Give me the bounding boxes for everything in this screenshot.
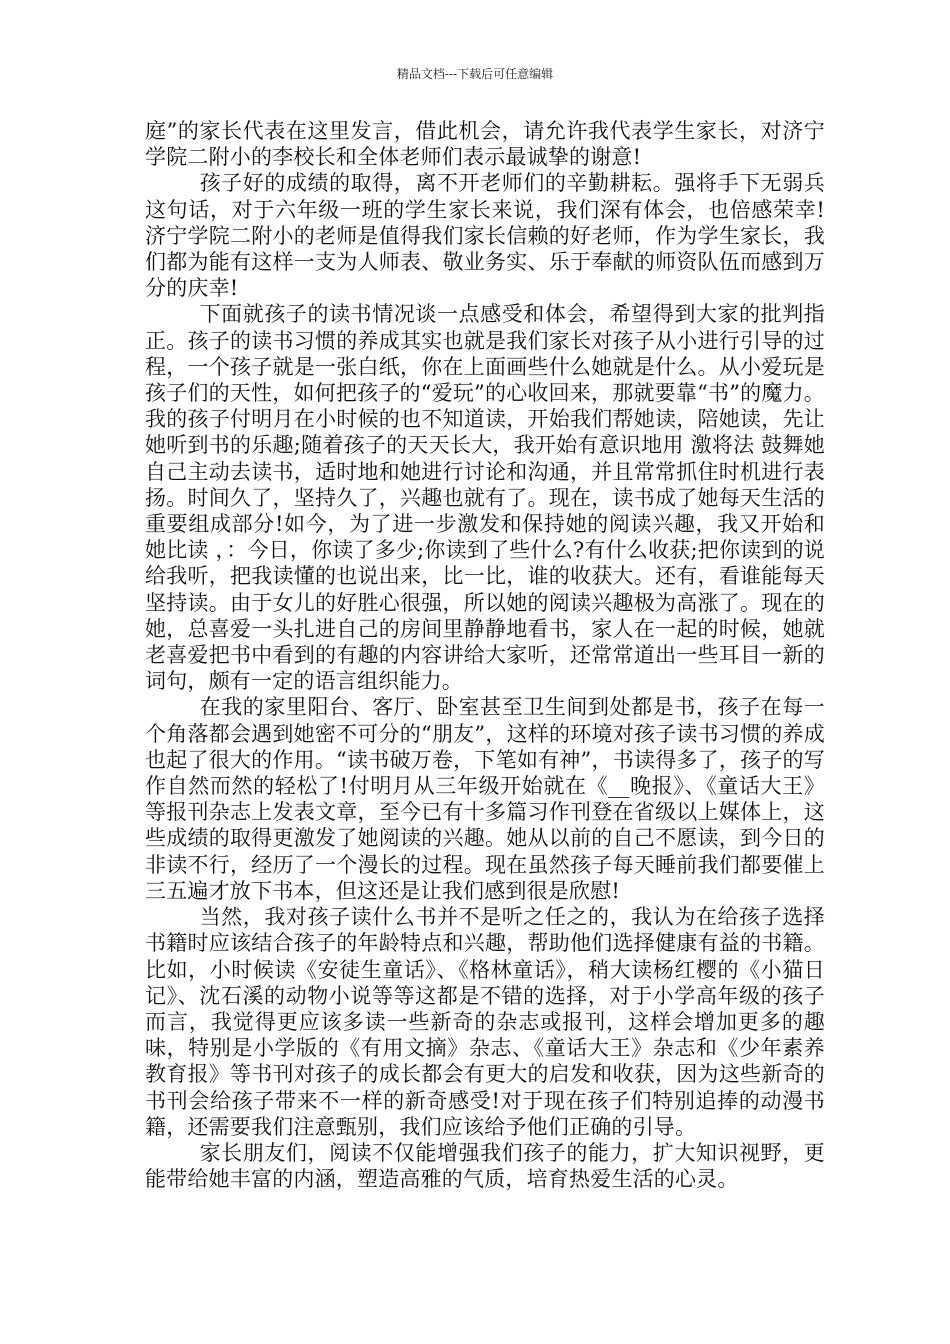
paragraph: 当然，我对孩子读什么书并不是听之任之的，我认为在给孩子选择书籍时应该结合孩子的年龄特点和兴趣，帮助他们选择健康有益的书籍。比如，小时候读《安徒生童话》、《格林童话》，稍大读杨红樱的《小猫日记》、沈石溪的动物小说等等这都是不错的选择，对于小学高年级的孩子而言，我觉得更应该多读一些新奇的杂志或报刊，这样会增加更多的趣味，特别是小学版的《有用文摘》杂志、《童话大王》杂志和《少年素养教育报》等书刊对孩子的成长都会有更大的启发和收获，因为这些新奇的书刊会给孩子带来不一样的新奇感受!对于现在孩子们特别追捧的动漫书籍，还需要我们注意甄别，我们应该给予他们正确的引导。 <box>145 905 825 1139</box>
paragraph: 在我的家里阳台、客厅、卧室甚至卫生间到处都是书，孩子在每一个角落都会遇到她密不可分的“朋友”，这样的环境对孩子读书习惯的养成也起了很大的作用。“读书破万卷，下笔如有神”，书读得多了，孩子的写作自然而然的轻松了!付明月从三年级开始就在《__晚报》、《童话大王》等报刊杂志上发表文章，至今已有十多篇习作刊登在省级以上媒体上，这些成绩的取得更激发了她阅读的兴趣。她从以前的自己不愿读，到今日的非读不行，经历了一个漫长的过程。现在虽然孩子每天睡前我们都要催上三五遍才放下书本，但这还是让我们感到很是欣慰! <box>145 695 825 903</box>
paragraph: 庭”的家长代表在这里发言，借此机会，请允许我代表学生家长，对济宁学院二附小的李校长和全体老师们表示最诚挚的谢意! <box>145 119 825 170</box>
document-body <box>145 118 825 1192</box>
page-header: 精品文档---下载后可任意编辑 <box>396 67 554 81</box>
paragraph: 孩子好的成绩的取得，离不开老师们的辛勤耕耘。强将手下无弱兵这句话，对于六年级一班的学生家长来说，我们深有体会，也倍感荣幸!济宁学院二附小的老师是值得我们家长信赖的好老师，作为学生家长，我们都为能有这样一支为人师表、敬业务实、乐于奉献的师资队伍而感到万分的庆幸! <box>145 171 825 301</box>
paragraph: 下面就孩子的读书情况谈一点感受和体会，希望得到大家的批判指正。孩子的读书习惯的养成其实也就是我们家长对孩子从小进行引导的过程，一个孩子就是一张白纸，你在上面画些什么她就是什么。从小爱玩是孩子们的天性，如何把孩子的“爱玩”的心收回来，那就要靠“书”的魔力。我的孩子付明月在小时候的也不知道读，开始我们帮她读，陪她读，先让她听到书的乐趣;随着孩子的天天长大，我开始有意识地用 激将法 鼓舞她自己主动去读书，适时地和她进行讨论和沟通，并且常常抓住时机进行表扬。时间久了，坚持久了，兴趣也就有了。现在，读书成了她每天生活的重要组成部分!如今，为了进一步激发和保持她的阅读兴趣，我又开始和她比读 ，：今日，你读了多少;你读到了些什么?有什么收获;把你读到的说给我听，把我读懂的也说出来，比一比，谁的收获大。还有，看谁能每天坚持读。由于女儿的好胜心很强，所以她的阅读兴趣极为高涨了。现在的她，总喜爱一头扎进自己的房间里静静地看书，家人在一起的时候，她就老喜爱把书中看到的有趣的内容讲给大家听，还常常道出一些耳目一新的 词句，颇有一定的语言组织能力。 <box>145 302 825 694</box>
paragraph: 家长朋友们，阅读不仅能增强我们孩子的能力，扩大知识视野，更能带给她丰富的内涵，塑造高雅的气质，培育热爱生活的心灵。 <box>145 1140 825 1192</box>
